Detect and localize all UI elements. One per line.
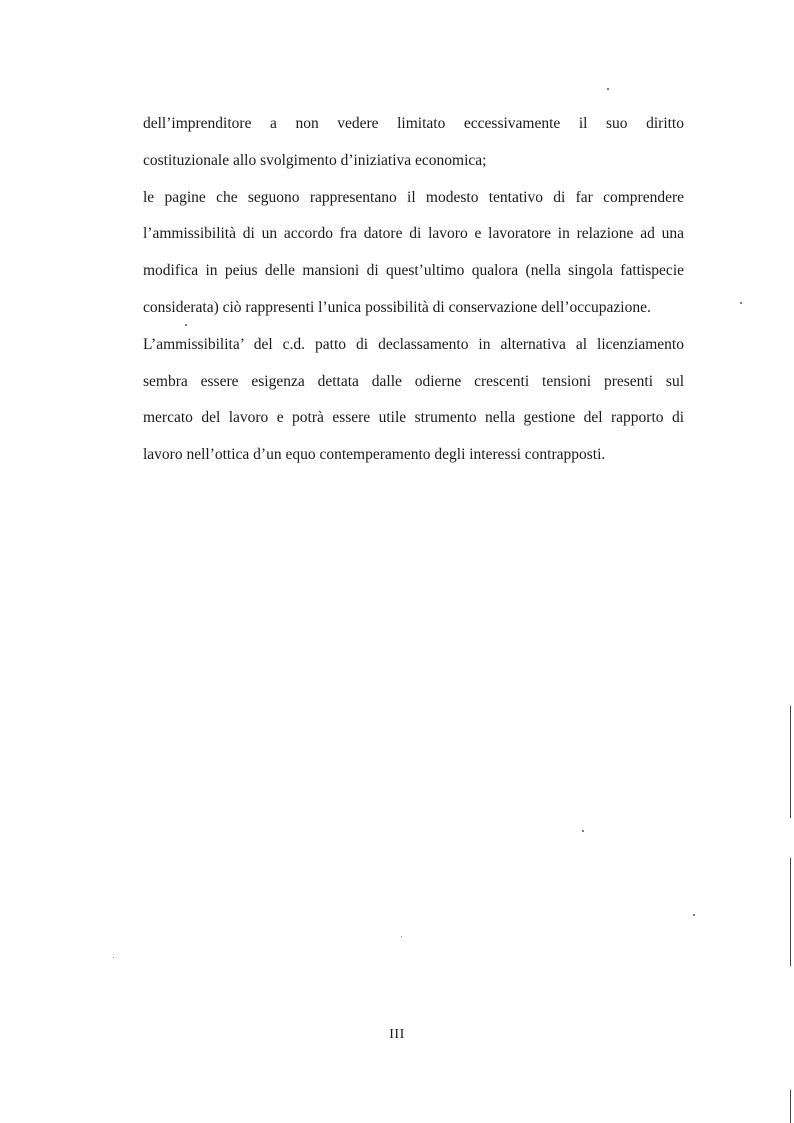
text-line: L’ammissibilita’ del c.d. patto di declassamento in alternativa al licenziamento — [143, 335, 684, 353]
scan-edge-mark — [790, 706, 791, 818]
text-line: considerata) ciò rappresenti l’unica possibilità di conservazione dell’occupazione. — [143, 298, 651, 316]
scan-speck — [607, 88, 609, 90]
text-line: modifica in peius delle mansioni di quest’ultimo qualora (nella singola fattispecie — [143, 262, 684, 280]
scan-speck — [185, 324, 187, 326]
text-line: l’ammissibilità di un accordo fra datore di lavoro e lavoratore in relazione ad una — [143, 225, 684, 243]
scan-speck — [113, 957, 114, 958]
scan-edge-mark — [790, 1090, 791, 1123]
body-text — [143, 109, 684, 477]
text-line: le pagine che seguono rappresentano il modesto tentativo di far comprendere — [143, 188, 684, 206]
scan-speck — [740, 302, 742, 304]
page-number: III — [389, 1027, 405, 1042]
scan-speck — [582, 830, 584, 832]
scan-speck — [693, 914, 695, 916]
scan-edge-mark — [790, 858, 791, 966]
text-line: mercato del lavoro e potrà essere utile strumento nella gestione del rapporto di — [143, 409, 684, 427]
text-line: sembra essere esigenza dettata dalle odierne crescenti tensioni presenti sul — [143, 372, 684, 390]
text-line: lavoro nell’ottica d’un equo contemperamento degli interessi contrapposti. — [143, 446, 606, 464]
text-line: dell’imprenditore a non vedere limitato eccessivamente il suo diritto — [143, 115, 684, 132]
scan-speck — [401, 936, 402, 937]
text-line: costituzionale allo svolgimento d’iniziativa economica; — [143, 151, 487, 169]
